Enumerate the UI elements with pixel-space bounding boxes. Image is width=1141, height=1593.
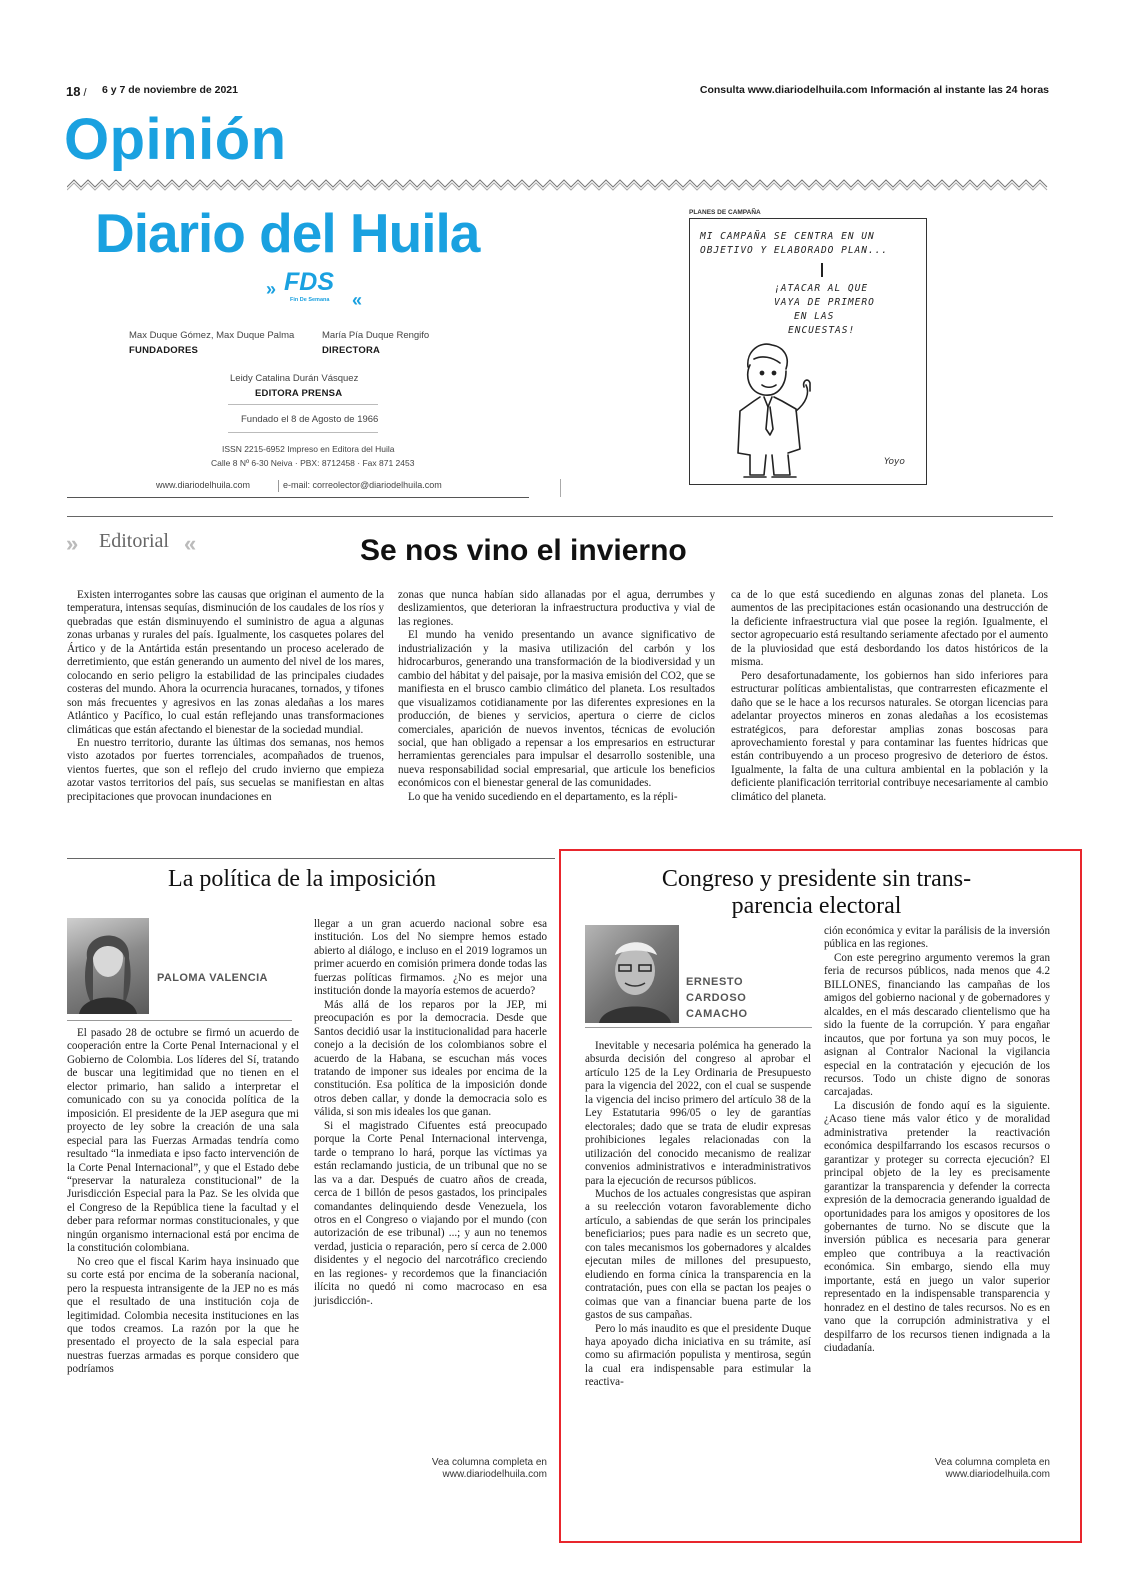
editorial-column-1 (67, 589, 384, 804)
founded-date: Fundado el 8 de Agosto de 1966 (241, 414, 379, 425)
paragraph: Pero desafortunadamente, los gobiernos han sido inferiores para estructurar políticas ambientalistas, que contrarresten eficazmente el daño que se le hace a los recursos naturales. Se otorgan licencias para adelantar proyectos mineros en zonas aledañas a los ecosistemas estratégicos, para deforestar amplias zonas boscosas para aprovechamiento forestal y para contaminar las fuentes hídricas que están contribuyendo a un proceso progresivo de deterioro de éstos. Igualmente, la falta de una cultura ambiental en la población y la deficiente planificación territorial contribuye necesariamente al cambio climático del planeta. (731, 669, 1048, 803)
author-line: CARDOSO (686, 992, 747, 1004)
paragraph: llegar a un gran acuerdo nacional sobre esa institución. Los del No siempre hemos estado abierto al diálogo, e incluso en el 2019 logramos un primer acuerdo en comisión primera donde todas las fuerzas políticas firmamos. ¿No es mejor una institución donde la mayoría estemos de acuerdo? (314, 918, 547, 998)
page-date: 6 y 7 de noviembre de 2021 (102, 84, 238, 96)
avatar-silhouette (585, 925, 679, 1023)
founders-role: FUNDADORES (129, 345, 199, 356)
more-url: www.diariodelhuila.com (945, 1469, 1050, 1480)
paragraph: En nuestro territorio, durante las últimas dos semanas, nos hemos visto azotados por fuertes torrenciales, acompañados de truenos, vientos fuertes, que son el reflejo del crudo invierno que empieza azotar vastos territorios del país, sus secuelas se manifiestan en altas precipitaciones que provocan inundaciones en (67, 736, 384, 803)
author-rule (585, 1027, 812, 1028)
author-line: CAMACHO (686, 1008, 748, 1020)
credits-rule (228, 432, 378, 433)
email-line: e-mail: correolector@diariodelhuila.com (283, 480, 442, 490)
cartoon-speech-1b: OBJETIVO Y ELABORADO PLAN... (700, 245, 889, 256)
address-line: Calle 8 Nº 6-30 Neiva · PBX: 8712458 · Fax 871 2453 (211, 458, 415, 468)
cartoon-speech-2c: EN LAS (794, 311, 835, 322)
avatar-silhouette (67, 918, 149, 1014)
article2-author (686, 974, 748, 1022)
cartoonist-signature: Yoyo (884, 457, 905, 467)
paragraph: Más allá de los reparos por la JEP, mi preocupación es por la democracia. Desde que Santos decidió usar la institucionalidad para hacerle conejo a la decisión de los colombianos sobre el acuerdo de la Habana, se escuchan más voces tratando de imponer sus ideales por encima de la constitución. Esa política de la imposición donde otros deben callar, y donde la democracia solo es válida, si son mis ideales los que ganan. (314, 998, 547, 1119)
editorial-column-2 (398, 589, 715, 804)
article1-more-link[interactable] (314, 1457, 547, 1481)
chevron-right-icon: » (66, 531, 79, 556)
divider (560, 479, 561, 497)
cartoon-panel (689, 218, 927, 485)
section-title: Opinión (64, 107, 287, 172)
svg-text:«: « (352, 290, 363, 308)
article2-column-1 (585, 1040, 811, 1390)
divider (278, 480, 279, 492)
paragraph: Inevitable y necesaria polémica ha generado la absurda decisión del congreso al aprobar el artículo 125 de la Ley Ordinaria de Presupuesto para la vigencia del 2022, con el cual se suspende la vigencia del inciso primero del artículo 38 de la Ley Estatutaria 996/05 o ley de garantías electorales; dado que se trata de eludir expresas prohibiciones legales relacionadas con la utilización del conocido mecanismo de realizar convenios administrativos e interadministrativos para la ejecución de recursos públicos. (585, 1040, 811, 1187)
paragraph: La discusión de fondo aquí es la siguiente. ¿Acaso tiene más valor ético y de moralidad administrativa pretender la reactivación económica despilfarrando los escasos recursos o garantizar y proteger su correcta ejecución? El principal objeto de la ley es precisamente garantizar la transparencia y defender la correcta expresión de la democracia generando igualdad de oportunidades para los amigos y opositores de los gobernantes de turno. No se discute que la inversión pública es necesaria para generar empleo que contribuya a la reactivación económica. Sin embargo, siendo ella muy importante, está en juego un valor superior representado en la indispensable transparencia y honradez en el destino de tales recursos. No es en vano que la corrupción administrativa y el despilfarro de los recursos tienen indignada a la ciudadanía. (824, 1099, 1050, 1355)
paragraph: Pero lo más inaudito es que el presidente Duque haya apoyado dicha iniciativa en su trámite, así como su afirmación populista y mentirosa, según la cual era indispensable para estimular la reactiva- (585, 1322, 811, 1389)
cartoon-speech-2b: VAYA DE PRIMERO (774, 297, 875, 308)
zigzag-divider (67, 178, 1053, 192)
founders-names: Max Duque Gómez, Max Duque Palma (129, 330, 295, 341)
cartoon-politician-drawing (710, 337, 850, 482)
article1-column-1 (67, 1027, 299, 1377)
article1-headline: La política de la imposición (168, 866, 436, 892)
more-url: www.diariodelhuila.com (442, 1469, 547, 1480)
paragraph: Muchos de los actuales congresistas que aspiran a su reelección votaron favorablemente dicho artículo, a sabiendas de que serán los principales beneficiarios; pues para nadie es un secreto que, con tales mecanismos los gobernadores y alcaldes ejecutan miles de millones del presupuesto, eludiendo en forma cínica la transparencia en la contratación, pues con ella se pactan los peajes o coimas que van a financiar buena parte de los gastos de sus campañas. (585, 1187, 811, 1322)
article2-more-link[interactable] (824, 1457, 1050, 1481)
director-role: DIRECTORA (322, 345, 381, 356)
headline-line: parencia electoral (731, 893, 902, 919)
author-line: ERNESTO (686, 976, 744, 988)
section-rule (67, 858, 555, 859)
fds-badge (262, 268, 372, 308)
fds-badge-sub: Fin De Semana (290, 297, 330, 303)
cartoon-caption: PLANES DE CAMPAÑA (689, 209, 761, 216)
paragraph: Lo que ha venido sucediendo en el departamento, es la répli- (408, 790, 678, 803)
cartoon-speech-2a: ¡ATACAR AL QUE (774, 283, 869, 294)
editor-name: Leidy Catalina Durán Vásquez (230, 373, 359, 384)
paragraph: Con este peregrino argumento veremos la gran feria de recursos públicos, nada menos que 4.2 BILLONES, financiando las campañas de los amigos del gobierno nacional y de gobernadores y alcaldes, en el más descarado clientelismo que ha sido la fuente de la corrupción. Y para engañar incautos, que por fortuna ya son muy pocos, le asignan al Contralor Nacional la vigilancia especial en la contratación y ejecución de los recursos. Todo un chiste digno de sonoras carcajadas. (824, 951, 1050, 1099)
cartoon-speech-2d: ENCUESTAS! (788, 325, 856, 336)
chevron-left-icon: « (184, 531, 197, 556)
article2-column-2 (824, 925, 1050, 1356)
fds-badge-text: FDS (284, 268, 334, 296)
editor-role: EDITORA PRENSA (255, 388, 343, 399)
header-site-info: Consulta www.diariodelhuila.com Información al instante las 24 horas (699, 84, 1049, 96)
author-photo (67, 918, 149, 1014)
page-number: 18 / (66, 84, 87, 99)
paragraph: Existen interrogantes sobre las causas que originan el aumento de la temperatura, intensas sequías, disminución de los caudales de los ríos y quebradas que están disminuyendo el suministro de agua a algunas zonas urbanas y rurales del país. Igualmente, los casquetes polares del Ártico y de la Antártida están presentando un proceso acelerado de derretimiento, que están generando un aumento del nivel de los mares, colocando en serio peligro la estabilidad de las principales ciudades costeras del mundo. Ahora la ocurrencia huracanes, tornados, y tifones son más frecuentes y agresivos en las zonas aledañas a los mares Atlántico y Pacífico, lo cual están reflejando unas transformaciones climáticas que están afectando el bienestar de la sociedad mundial. (67, 589, 384, 736)
paragraph: No creo que el fiscal Karim haya insinuado que su corte está por encima de la soberanía nacional, pero la respuesta intransigente de la JEP no es más que el resultado de una institución coja de legitimidad. Colombia necesita instituciones en las que todos creamos. La razón por la que he presentado el proyecto de la sala especial para nuestras fuerzas armadas es porque considero que podríamos (67, 1255, 299, 1376)
more-label: Vea columna completa en (431, 1457, 547, 1468)
more-label: Vea columna completa en (934, 1457, 1050, 1468)
masthead-logo: Diario del Huila (95, 202, 480, 264)
speech-tail (821, 263, 823, 277)
issn-line: ISSN 2215-6952 Impreso en Editora del Huila (222, 444, 395, 454)
paragraph: El mundo ha venido presentando un avance significativo de industrialización y la masiva utilización del carbón y los hidrocarburos, generando una transformación de la biodiversidad y un cambio del hábitat y del paisaje, por la masiva emisión del CO2, que se manifiesta en el brusco cambio climático del planeta. Los resultados que visualizamos cotidianamente por las diferentes expresiones en la producción, de bienes y servicios, apertura o cierre de ciclos comerciales, aparición de nuevos inventos, técnicas de evolución social, que han obligado a repensar a los empresarios en estructurar herramientas gerenciales para impulsar el desarrollo sostenible, una nueva responsabilidad social empresarial, que articule los beneficios económicos con el bienestar general de las comunidades. (398, 629, 716, 790)
paragraph: ción económica y evitar la parálisis de la inversión pública en las regiones. (824, 925, 1050, 951)
author-photo (585, 925, 679, 1023)
masthead-rule (67, 497, 529, 498)
paragraph: El pasado 28 de octubre se firmó un acuerdo de cooperación entre la Corte Penal Internacional y el Gobierno de Colombia. Los líderes del Sí, tratando de buscar una legitimidad que no tienen en el elector primario, han salido a interpretar el comunicado con su ya conocida política de la imposición. El presidente de la JEP asegura que mi proyecto de ley sobre la creación de una sala especial para las Fuerzas Armadas tendría como resultado “la inmediata e ipso facto intervención de la Corte Penal Internacional”, y que el Estado debe “preservar la naturaleza constitucional” de la Jurisdicción Especial para la Paz. Se les olvida que el Congreso de la República tiene la facultad y el deber para reformar normas constitucionales, y que ningún organismo internacional está por encima de la constitución colombiana. (67, 1027, 299, 1255)
paragraph: Si el magistrado Cifuentes está preocupado porque la Corte Penal Internacional intervenga, tarde o temprano lo hará, porque las víctimas ya están reclamando justicia, de un tribunal que no se las va a dar. Después de cuatro años de creada, cerca de 1 billón de pesos gastados, los principales comandantes delinquiendo desde Venezuela, los otros en el Congreso o viajando por el mundo (con autorización de ese tribunal) ...; y aun no tenemos verdad, justicia o reparación, pero sí cerca de 2.000 disidentes y el negocio del narcotráfico creciendo en las regiones- y recordemos que la financiación ilícita no quedó ni como macrocaso en esa jurisdicción-. (314, 1119, 547, 1307)
website-line: www.diariodelhuila.com (156, 480, 251, 490)
credits-rule (228, 404, 378, 405)
article1-column-2 (314, 918, 547, 1308)
paragraph: ca de lo que está sucediendo en algunas zonas del planeta. Los aumentos de las precipitaciones están ocasionando una destrucción de la deficiente infraestructura vial que posee la región. Igualmente, el sector agropecuario está resultando seriamente afectado por el aumento de la pluviosidad que está desbordando los datos históricos de la misma. (731, 589, 1048, 669)
director-name: María Pía Duque Rengifo (322, 330, 430, 341)
svg-text:»: » (266, 279, 277, 299)
headline-line: Congreso y presidente sin trans- (661, 866, 972, 892)
author-rule (67, 1020, 292, 1021)
section-rule (67, 516, 1053, 517)
paragraph: zonas que nunca habían sido allanadas por el agua, derrumbes y deslizamientos, que deterioran la infraestructura productiva y vial de las regiones. (398, 589, 715, 628)
editorial-headline: Se nos vino el invierno (360, 534, 687, 567)
editorial-tag: Editorial (99, 530, 169, 552)
cartoon-speech-1a: MI CAMPAÑA SE CENTRA EN UN (700, 231, 875, 242)
editorial-column-3 (731, 589, 1048, 804)
article2-headline (570, 866, 1063, 920)
article1-author: PALOMA VALENCIA (157, 972, 268, 984)
